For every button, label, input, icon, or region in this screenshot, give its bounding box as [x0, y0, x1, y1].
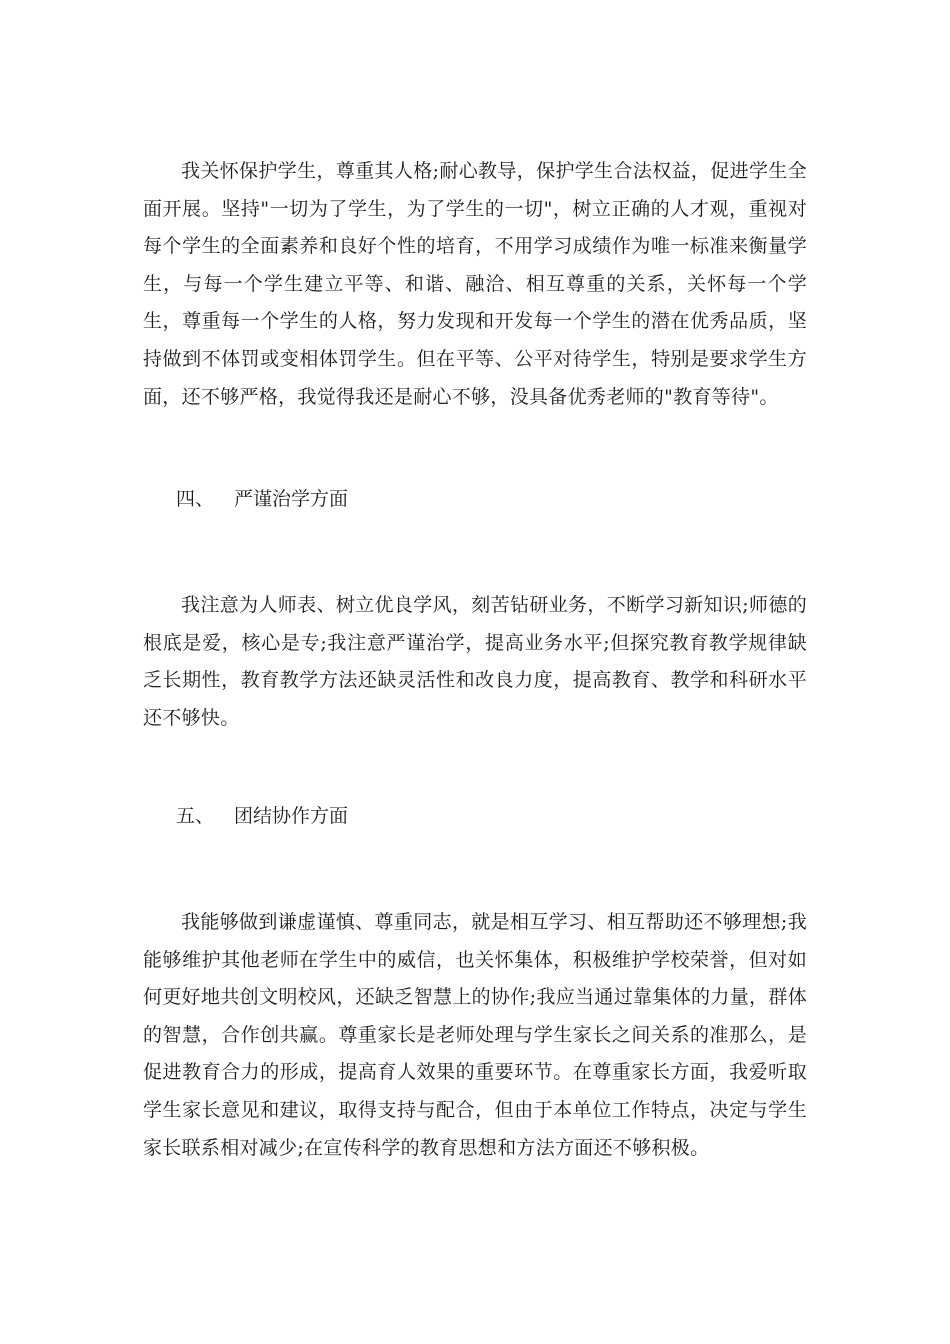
section-number: 四、 [176, 488, 215, 510]
section-title: 严谨治学方面 [234, 488, 349, 510]
paragraph-teamwork: 我能够做到谦虚谨慎、尊重同志，就是相互学习、相互帮助还不够理想;我能够维护其他老师在学生中的威信，也关怀集体，积极维护学校荣誉，但对如何更好地共创文明校风，还缺乏智慧上的协作;我应当通过靠集体的力量，群体的智慧，合作创共赢。尊重家长是老师处理与学生家长之间关系的准那么，是促进教育合力的形成，提高育人效果的重要环节。在尊重家长方面，我爱听取学生家长意见和建议，取得支持与配合，但由于本单位工作特点，决定与学生家长联系相对减少;在宣传科学的教育思想和方法方面还不够积极。 [143, 911, 807, 1159]
section-number: 五、 [176, 805, 215, 827]
section-heading-rigorous-study [176, 484, 348, 514]
paragraph-rigorous-study: 我注意为人师表、树立优良学风，刻苦钻研业务，不断学习新知识;师德的根底是爱，核心是专;我注意严谨治学，提高业务水平;但探究教育教学规律缺乏长期性，教育教学方法还缺灵活性和改良力度，提高教育、教学和科研水平还不够快。 [143, 594, 807, 729]
section-heading-teamwork [176, 801, 348, 831]
paragraph-student-care: 我关怀保护学生，尊重其人格;耐心教导，保护学生合法权益，促进学生全面开展。坚持"一切为了学生，为了学生的一切"，树立正确的人才观，重视对每个学生的全面素养和良好个性的培育，不用学习成绩作为唯一标准来衡量学生，与每一个学生建立平等、和谐、融洽、相互尊重的关系，关怀每一个学生，尊重每一个学生的人格，努力发现和开发每一个学生的潜在优秀品质，坚持做到不体罚或变相体罚学生。但在平等、公平对待学生，特别是要求学生方面，还不够严格，我觉得我还是耐心不够，没具备优秀老师的"教育等待"。 [143, 160, 807, 408]
section-title: 团结协作方面 [234, 805, 349, 827]
